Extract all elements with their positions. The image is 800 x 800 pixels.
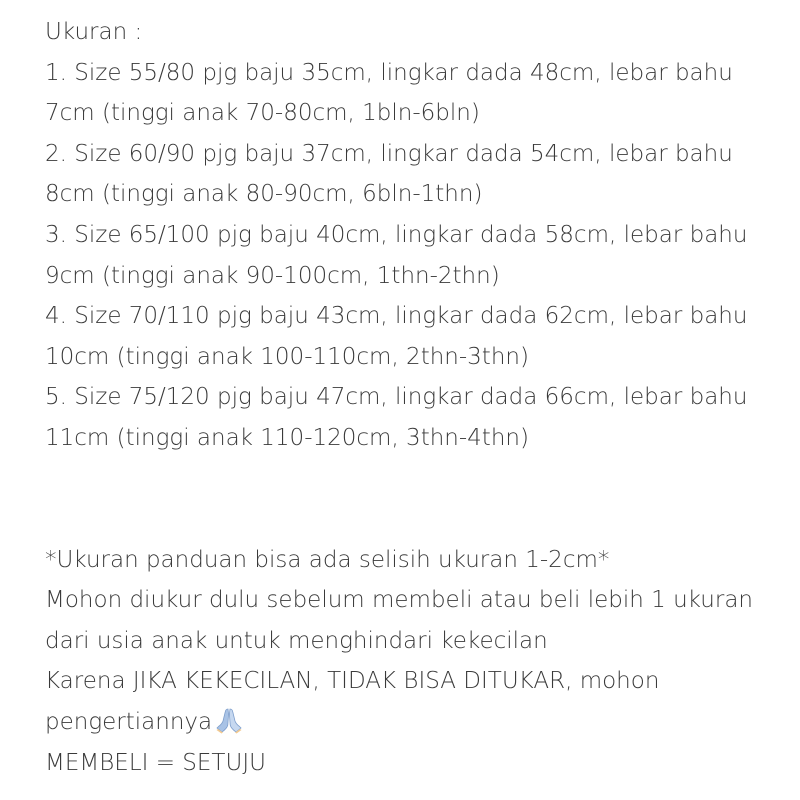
size-guide-heading: Ukuran : xyxy=(45,19,143,45)
size-guide-document xyxy=(45,12,775,783)
tolerance-note: *Ukuran panduan bisa ada selisih ukuran 1-2cm* xyxy=(45,546,610,573)
exchange-note-line-1: Karena JIKA KEKECILAN, TIDAK BISA DITUKAR, mohon xyxy=(45,668,660,695)
size-item-3-line-2: 9cm (tinggi anak 90-100cm, 1thn-2thn) xyxy=(45,262,500,289)
measure-note-line-1: Mohon diukur dulu sebelum membeli atau beli lebih 1 ukuran xyxy=(45,587,753,614)
measure-note-line-2: dari usia anak untuk menghindari kekecilan xyxy=(45,627,548,654)
size-item-4-line-2: 10cm (tinggi anak 100-110cm, 2thn-3thn) xyxy=(45,343,529,370)
exchange-note-text: pengertiannya xyxy=(45,708,213,735)
size-item-1-line-1: 1. Size 55/80 pjg baju 35cm, lingkar dada 48cm, lebar bahu xyxy=(45,59,733,86)
agreement-note: MEMBELI = SETUJU xyxy=(45,749,266,776)
paragraph-spacer xyxy=(45,459,775,540)
size-item-5-line-1: 5. Size 75/120 pjg baju 47cm, lingkar dada 66cm, lebar bahu xyxy=(45,384,748,411)
size-item-3-line-1: 3. Size 65/100 pjg baju 40cm, lingkar dada 58cm, lebar bahu xyxy=(45,221,748,248)
size-item-4-line-1: 4. Size 70/110 pjg baju 43cm, lingkar dada 62cm, lebar bahu xyxy=(45,303,748,330)
size-item-2-line-2: 8cm (tinggi anak 80-90cm, 6bln-1thn) xyxy=(45,181,483,208)
folded-hands-icon xyxy=(214,706,244,734)
size-item-1-line-2: 7cm (tinggi anak 70-80cm, 1bln-6bln) xyxy=(45,100,480,127)
exchange-note-line-2 xyxy=(45,702,775,743)
size-item-5-line-2: 11cm (tinggi anak 110-120cm, 3thn-4thn) xyxy=(45,424,529,451)
size-item-2-line-1: 2. Size 60/90 pjg baju 37cm, lingkar dada 54cm, lebar bahu xyxy=(45,140,733,167)
